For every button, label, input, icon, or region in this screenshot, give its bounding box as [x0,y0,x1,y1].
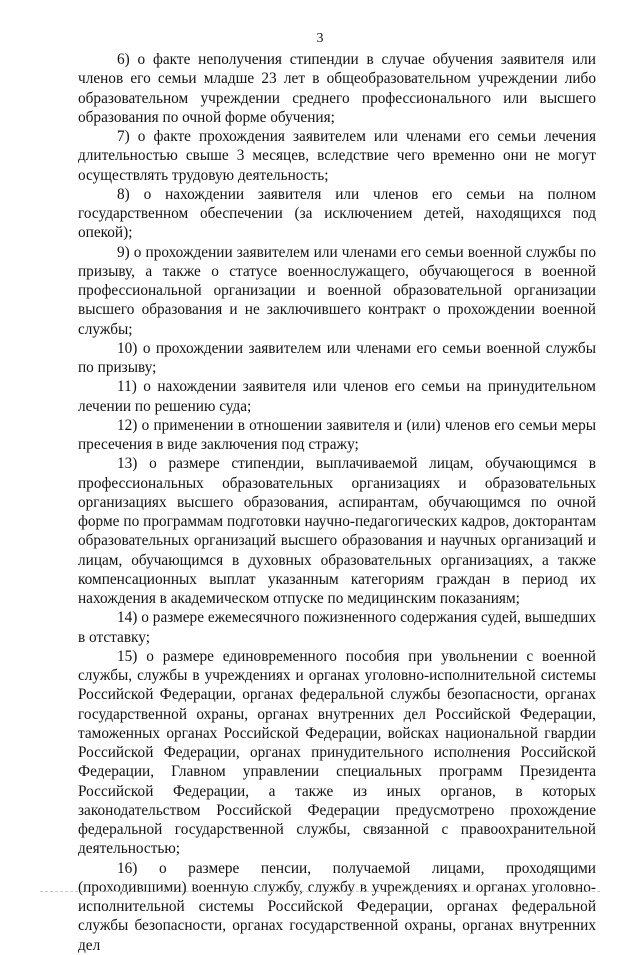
list-item: 11) о нахождении заявителя или членов его семьи на принудительном лечении по решению суда; [78,378,596,415]
list-item: 9) о прохождении заявителем или членами его семьи военной службы по призыву, а также о статусе военнослужащего, обучающегося в военной профессиональной организации и военной образовательной организации высшего образования и не заключившего контракт о прохождении военной службы; [78,243,596,338]
list-item: 7) о факте прохождения заявителем или членами его семьи лечения длительностью свыше 3 месяцев, вследствие чего временно они не могут осуществлять трудовую деятельность; [78,128,596,184]
list-item: 6) о факте неполучения стипендии в случае обучения заявителя или членов его семьи младше 23 лет в общеобразовательном учреждении либо образовательном учреждении среднего профессионального или высшего образования по очной форме обучения; [78,51,596,126]
list-item: 13) о размере стипендии, выплачиваемой лицам, обучающимся в профессиональных образовательных организациях и образовательных организациях высшего образования, аспирантам, обучающимся по очной форме по программам подготовки научно-педагогических кадров, докторантам образовательных организаций высшего образования и научных организаций и лицам, обучающимся в духовных образовательных организациях, а также компенсационных выплат указанным категориям граждан в период их нахождения в академическом отпуске по медицинским показаниям; [78,455,596,607]
list-item: 8) о нахождении заявителя или членов его семьи на полном государственном обеспечении (за исключением детей, находящихся под опекой); [78,185,596,242]
list-item: 16) о размере пенсии, получаемой лицами, проходящими (проходившими) военную службу, службу в учреждениях и органах уголовно-исполнительной системы Российской Федерации, органах федеральной службы безопасности, органах государственной охраны, органах внутренних дел [78,859,596,954]
page-number: 3 [316,31,324,46]
list-item: 10) о прохождении заявителем или членами его семьи военной службы по призыву; [78,339,596,376]
list-item: 14) о размере ежемесячного пожизненного содержания судей, вышедших в отставку; [78,609,596,646]
list-item: 15) о размере единовременного пособия при увольнении с военной службы, службы в учреждениях и органах уголовно-исполнительной системы Российской Федерации, органах федеральной службы безопасности, органах государственной охраны, органах внутренних дел Российской Федерации, таможенных органах Российской Федерации, войсках национальной гвардии Российской Федерации, органах принудительного исполнения Российской Федерации, Главном управлении специальных программ Президента Российской Федерации, а также из иных органов, в которых законодательством Российской Федерации предусмотрено прохождение федеральной государственной службы, связанной с правоохранительной деятельностью; [78,647,596,858]
document-body [78,50,596,955]
list-item: 12) о применении в отношении заявителя и (или) членов его семьи меры пресечения в виде заключения под стражу; [78,416,596,453]
page-bottom-divider [40,891,600,892]
